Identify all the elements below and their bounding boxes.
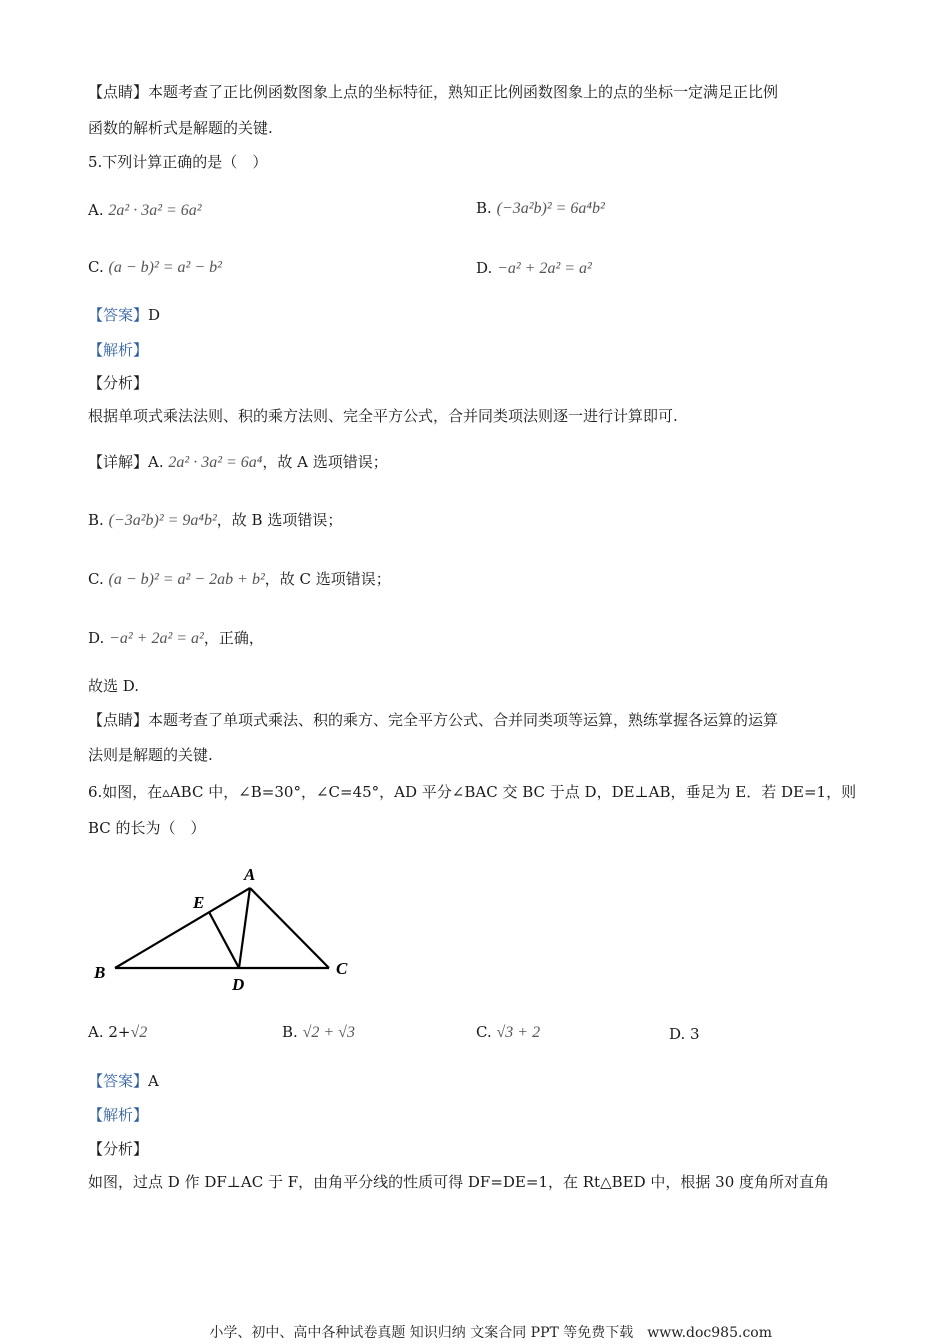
q6-answer-value: A [148,1072,159,1090]
q6-answer [88,1071,159,1091]
q5-option-b-expr: (−3a²b)² = 6a⁴b² [496,200,605,217]
q5-option-b-label: B. [476,199,492,217]
q5-detail-a-label: A. [148,453,164,471]
q6-option-c-expr: √3 + 2 [496,1024,541,1041]
q6-option-b-label: B. [282,1023,298,1041]
q5-tip-line2: 法则是解题的关键. [88,746,213,764]
q5-detail-c-expr: (a − b)² = a² − 2ab + b² [108,571,265,588]
q6-option-b-expr: √2 + √3 [302,1024,355,1041]
q5-option-a [88,200,202,221]
q4-tip-line2: 函数的解析式是解题的关键. [88,119,273,137]
q5-detail-b-label: B. [88,511,104,529]
q5-answer-value: D [148,306,161,324]
q6-analysis-tag: 【解析】 [88,1106,149,1124]
q5-option-d [476,258,592,279]
q5-detail-d-label: D. [88,629,105,647]
q5-fenxi-tag: 【分析】 [88,374,149,392]
segment-ad [239,888,250,968]
q5-detail-d [88,628,264,649]
q5-conclusion: 故选 D. [88,677,140,695]
label-b: B [94,963,106,982]
q6-stem-line1: 6.如图，在▵ABC 中，∠B=30°，∠C=45°，AD 平分∠BAC 交 BC 于点 D，DE⊥AB，垂足为 E．若 DE=1，则 [88,783,857,801]
label-d: D [232,975,245,994]
q6-answer-tag: 【答案】 [88,1072,149,1090]
triangle-figure [88,860,368,1000]
q5-detail-b-expr: (−3a²b)² = 9a⁴b² [108,512,217,529]
q6-option-d: D. 3 [669,1025,700,1043]
q5-detail-b-tail: ，故 B 选项错误； [216,511,343,529]
q5-detail-a-tail: ，故 A 选项错误； [262,453,388,471]
q6-option-c-label: C. [476,1023,492,1041]
q5-option-d-label: D. [476,259,493,277]
segment-ba [115,888,250,968]
q5-detail-tag: 【详解】 [88,453,149,471]
q6-option-a-label: A. 2+ [88,1023,131,1041]
q5-detail-a-expr: 2a² · 3a² = 6a⁴ [168,454,263,471]
q5-detail-c [88,569,391,590]
q6-option-a-expr: √2 [130,1024,148,1041]
label-c: C [336,959,348,978]
q5-detail-c-label: C. [88,570,104,588]
q4-tip-line1: 【点睛】本题考查了正比例函数图象上点的坐标特征，熟知正比例函数图象上的点的坐标一定满足正比例 [88,83,779,101]
q5-option-d-expr: −a² + 2a² = a² [497,260,592,277]
q5-detail-d-tail: ，正确， [203,629,264,647]
label-a: A [244,865,256,884]
q6-option-a [88,1022,147,1043]
label-e: E [193,893,205,912]
q5-option-c-label: C. [88,258,104,276]
q5-detail-c-tail: ，故 C 选项错误； [264,570,391,588]
q5-option-c-expr: (a − b)² = a² − b² [108,259,222,276]
segment-ac [250,888,329,968]
q5-detail-d-expr: −a² + 2a² = a² [109,630,204,647]
q5-option-c [88,257,222,278]
q5-option-a-label: A. [88,201,104,219]
q5-detail-a [88,452,388,473]
q6-fenxi-tag: 【分析】 [88,1140,149,1158]
q5-option-b [476,198,605,219]
q6-option-c [476,1022,540,1043]
q5-tip-line1: 【点睛】本题考查了单项式乘法、积的乘方、完全平方公式、合并同类项等运算，熟练掌握各运算的运算 [88,711,779,729]
page-footer: 小学、初中、高中各种试卷真题 知识归纳 文案合同 PPT 等免费下载 www.doc985.com [209,1325,772,1341]
q5-fenxi-text: 根据单项式乘法法则、积的乘方法则、完全平方公式，合并同类项法则逐一进行计算即可. [88,407,678,425]
q6-option-b [282,1022,355,1043]
q5-option-a-expr: 2a² · 3a² = 6a² [108,202,202,219]
segment-de [209,912,239,968]
q5-answer-tag: 【答案】 [88,306,149,324]
q5-detail-b [88,510,342,531]
q6-fenxi-text: 如图，过点 D 作 DF⊥AC 于 F，由角平分线的性质可得 DF=DE=1，在 Rt△BED 中，根据 30 度角所对直角 [88,1173,830,1191]
q5-answer [88,305,160,325]
q5-analysis-tag: 【解析】 [88,341,149,359]
q6-stem-line2: BC 的长为（ ） [88,819,206,837]
q5-stem: 5.下列计算正确的是（ ） [88,153,268,171]
